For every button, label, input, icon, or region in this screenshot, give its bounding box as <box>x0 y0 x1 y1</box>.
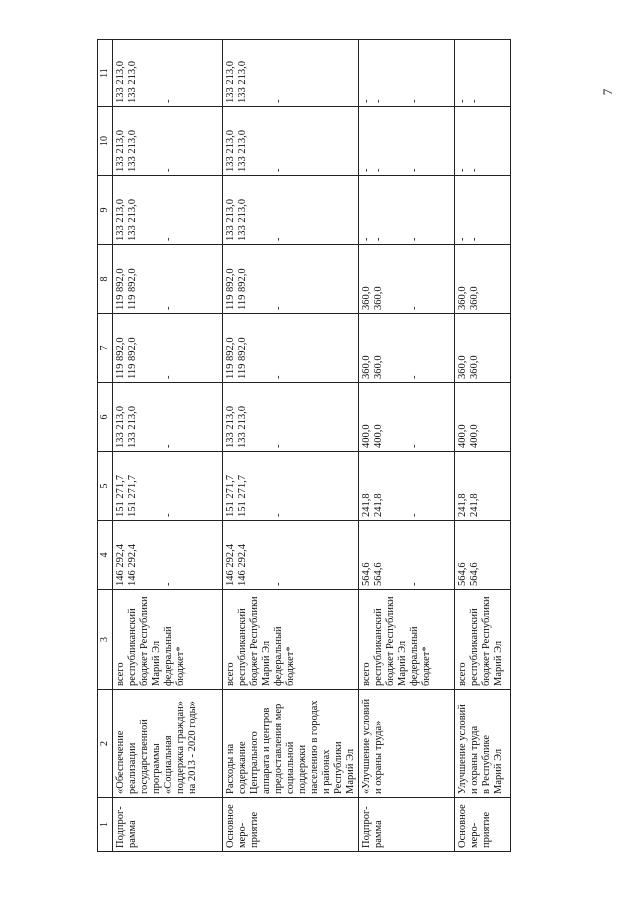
column-number: 10 <box>98 107 113 176</box>
funding-source-line: федеральный <box>163 626 174 686</box>
value-spacer <box>249 43 261 103</box>
row-name-line: и районах <box>321 749 332 794</box>
row-type-line: рамма <box>373 820 384 848</box>
value-spacer <box>151 179 163 241</box>
value-spacer <box>175 110 187 172</box>
value-line: - <box>273 444 284 448</box>
column-number: 2 <box>98 690 113 798</box>
value-cell <box>223 40 359 107</box>
row-name-line: и охраны труда <box>469 725 480 794</box>
row-name-line: Улучшение условий <box>457 704 468 794</box>
value-line: 133 213,0 <box>115 406 126 448</box>
value-cell <box>359 383 455 452</box>
value-spacer <box>261 179 273 241</box>
value-line: 133 213,0 <box>115 199 126 241</box>
value-spacer <box>481 179 493 241</box>
row-name-line: в Республике <box>481 734 492 794</box>
value-spacer <box>151 110 163 172</box>
value-cell <box>455 383 511 452</box>
funding-source-line: бюджет* <box>175 646 186 686</box>
value-spacer <box>385 524 397 586</box>
value-spacer <box>151 386 163 448</box>
value-cell <box>455 176 511 245</box>
row-type-line: меро- <box>469 822 480 848</box>
value-line: - <box>361 237 372 241</box>
value-spacer <box>493 248 505 310</box>
value-line: 360,0 <box>361 355 372 379</box>
value-spacer <box>285 248 297 310</box>
column-number: 7 <box>98 314 113 383</box>
value-spacer <box>175 317 187 379</box>
value-line: 133 213,0 <box>237 199 248 241</box>
value-line: - <box>409 168 420 172</box>
value-cell <box>455 521 511 590</box>
value-spacer <box>493 524 505 586</box>
value-spacer <box>249 386 261 448</box>
value-line: - <box>163 513 174 517</box>
funding-source-line: бюджет Республики <box>139 596 150 686</box>
row-type-line: рамма <box>127 820 138 848</box>
value-line: 360,0 <box>373 355 384 379</box>
table-row <box>359 40 455 852</box>
value-line: 400,0 <box>469 424 480 448</box>
row-name-line: Центрального <box>249 731 260 794</box>
value-spacer <box>385 455 397 517</box>
value-cell <box>113 314 223 383</box>
value-spacer <box>249 248 261 310</box>
value-line: 133 213,0 <box>115 130 126 172</box>
row-type-line: Подпрог- <box>115 806 126 848</box>
value-spacer <box>151 455 163 517</box>
row-name-line: социальной <box>285 741 296 794</box>
value-cell <box>359 176 455 245</box>
value-line: - <box>409 306 420 310</box>
row-name-line: Республики <box>333 741 344 794</box>
value-cell <box>113 176 223 245</box>
value-spacer <box>493 317 505 379</box>
value-line: - <box>273 306 284 310</box>
value-line: 133 213,0 <box>127 130 138 172</box>
value-cell <box>455 452 511 521</box>
funding-source-line: бюджет Республики <box>385 596 396 686</box>
value-line: - <box>273 168 284 172</box>
row-type-line: Основное <box>457 804 468 848</box>
row-name-line: поддержка граждан» <box>175 701 186 794</box>
row-type-line: приятие <box>481 811 492 848</box>
value-cell <box>359 314 455 383</box>
row-type-cell <box>113 798 223 852</box>
value-spacer <box>481 110 493 172</box>
value-spacer <box>397 386 409 448</box>
value-line: - <box>163 375 174 379</box>
funding-source-line: бюджет* <box>285 646 296 686</box>
table-row <box>113 40 223 852</box>
row-name-cell <box>359 690 455 798</box>
value-spacer <box>421 455 433 517</box>
value-spacer <box>285 110 297 172</box>
column-number: 9 <box>98 176 113 245</box>
value-line: 133 213,0 <box>225 130 236 172</box>
value-spacer <box>285 317 297 379</box>
value-line: 400,0 <box>361 424 372 448</box>
funding-source-line: всего <box>361 662 372 686</box>
value-cell <box>223 314 359 383</box>
row-name-line: государственной <box>139 719 150 794</box>
value-spacer <box>139 455 151 517</box>
value-line: 133 213,0 <box>127 61 138 103</box>
value-spacer <box>175 248 187 310</box>
funding-source-line: всего <box>225 662 236 686</box>
value-line: - <box>273 99 284 103</box>
value-spacer <box>493 455 505 517</box>
value-spacer <box>385 248 397 310</box>
funding-source-cell <box>113 590 223 690</box>
value-cell <box>359 40 455 107</box>
value-spacer <box>397 179 409 241</box>
value-line: 564,6 <box>457 562 468 586</box>
funding-source-line: федеральный <box>273 626 284 686</box>
value-spacer <box>385 317 397 379</box>
value-spacer <box>285 43 297 103</box>
value-line: 146 292,4 <box>225 544 236 586</box>
value-line: - <box>469 168 480 172</box>
value-line: 360,0 <box>469 286 480 310</box>
value-line: 360,0 <box>361 286 372 310</box>
value-line: 133 213,0 <box>127 406 138 448</box>
value-spacer <box>261 386 273 448</box>
value-spacer <box>493 110 505 172</box>
value-line: 151 271,7 <box>127 475 138 517</box>
value-line: - <box>409 582 420 586</box>
funding-source-line: федеральный <box>409 626 420 686</box>
row-name-line: Расходы на <box>225 743 236 794</box>
funding-source-line: республиканский <box>127 608 138 686</box>
row-name-line: и охраны труда» <box>373 720 384 794</box>
value-line: - <box>373 99 384 103</box>
value-cell <box>359 107 455 176</box>
value-line: 151 271,7 <box>115 475 126 517</box>
row-type-cell <box>455 798 511 852</box>
value-spacer <box>139 43 151 103</box>
value-line: - <box>273 582 284 586</box>
value-cell <box>359 521 455 590</box>
value-line: - <box>457 237 468 241</box>
funding-source-line: всего <box>457 662 468 686</box>
table-row <box>223 40 359 852</box>
row-name-line: содержание <box>237 741 248 794</box>
row-name-line: аппарата и центров <box>261 707 272 794</box>
value-spacer <box>397 248 409 310</box>
row-name-line: Марий Эл <box>493 748 504 794</box>
value-line: 360,0 <box>373 286 384 310</box>
value-cell <box>359 452 455 521</box>
value-line: 146 292,4 <box>127 544 138 586</box>
value-spacer <box>261 455 273 517</box>
row-name-line: программы <box>151 743 162 794</box>
value-spacer <box>261 524 273 586</box>
funding-source-line: Марий Эл <box>397 640 408 686</box>
value-cell <box>113 452 223 521</box>
value-line: 133 213,0 <box>115 61 126 103</box>
value-line: 119 892,0 <box>115 268 126 310</box>
value-line: 241,8 <box>373 493 384 517</box>
value-cell <box>455 107 511 176</box>
value-cell <box>223 383 359 452</box>
column-number: 4 <box>98 521 113 590</box>
value-cell <box>113 245 223 314</box>
value-line: - <box>409 444 420 448</box>
row-type-line: Основное <box>225 804 236 848</box>
value-cell <box>455 40 511 107</box>
value-spacer <box>249 455 261 517</box>
funding-source-line: республиканский <box>373 608 384 686</box>
value-line: 119 892,0 <box>127 268 138 310</box>
row-name-cell <box>455 690 511 798</box>
value-line: - <box>163 237 174 241</box>
value-line: 119 892,0 <box>225 268 236 310</box>
value-spacer <box>481 386 493 448</box>
value-spacer <box>421 179 433 241</box>
row-name-line: предоставления мер <box>273 703 284 794</box>
value-spacer <box>175 43 187 103</box>
value-spacer <box>175 524 187 586</box>
value-spacer <box>285 179 297 241</box>
funding-source-line: всего <box>115 662 126 686</box>
value-line: 133 213,0 <box>225 61 236 103</box>
column-number: 6 <box>98 383 113 452</box>
value-cell <box>455 314 511 383</box>
value-spacer <box>151 524 163 586</box>
value-line: - <box>361 168 372 172</box>
value-line: - <box>409 237 420 241</box>
value-line: - <box>163 168 174 172</box>
value-line: 133 213,0 <box>225 406 236 448</box>
value-line: 133 213,0 <box>237 406 248 448</box>
value-line: - <box>163 444 174 448</box>
row-name-line: на 2013 - 2020 годы» <box>187 701 198 794</box>
value-line: - <box>273 237 284 241</box>
value-spacer <box>139 524 151 586</box>
value-spacer <box>249 524 261 586</box>
value-spacer <box>249 317 261 379</box>
value-spacer <box>481 317 493 379</box>
value-line: - <box>469 99 480 103</box>
value-spacer <box>139 317 151 379</box>
row-name-line: «Улучшение условий <box>361 698 372 794</box>
value-spacer <box>261 317 273 379</box>
value-spacer <box>285 455 297 517</box>
row-name-cell <box>113 690 223 798</box>
value-spacer <box>481 248 493 310</box>
value-line: - <box>409 99 420 103</box>
value-line: 146 292,4 <box>237 544 248 586</box>
value-line: 241,8 <box>469 493 480 517</box>
value-line: - <box>457 168 468 172</box>
value-line: - <box>373 168 384 172</box>
row-type-line: меро- <box>237 822 248 848</box>
value-line: - <box>163 582 174 586</box>
row-name-line: «Обеспечение <box>115 730 126 794</box>
value-spacer <box>175 179 187 241</box>
value-line: 133 213,0 <box>237 130 248 172</box>
value-line: 151 271,7 <box>225 475 236 517</box>
value-spacer <box>139 248 151 310</box>
column-number: 8 <box>98 245 113 314</box>
value-line: 119 892,0 <box>127 337 138 379</box>
value-line: 151 271,7 <box>237 475 248 517</box>
value-spacer <box>151 317 163 379</box>
value-spacer <box>493 179 505 241</box>
value-cell <box>223 521 359 590</box>
value-spacer <box>385 43 397 103</box>
value-spacer <box>261 110 273 172</box>
value-spacer <box>261 248 273 310</box>
value-line: 564,6 <box>469 562 480 586</box>
value-line: 133 213,0 <box>237 61 248 103</box>
value-spacer <box>493 386 505 448</box>
value-line: 360,0 <box>469 355 480 379</box>
value-spacer <box>261 43 273 103</box>
row-name-line: «Социальная <box>163 735 174 794</box>
funding-source-line: Марий Эл <box>493 640 504 686</box>
row-name-line: населению в городах <box>309 700 320 794</box>
column-number: 3 <box>98 590 113 690</box>
value-spacer <box>151 248 163 310</box>
value-line: 564,6 <box>373 562 384 586</box>
rotated-table-container <box>97 40 625 852</box>
value-line: 119 892,0 <box>115 337 126 379</box>
budget-table <box>97 39 511 852</box>
value-spacer <box>285 524 297 586</box>
value-line: - <box>469 237 480 241</box>
value-spacer <box>397 43 409 103</box>
value-line: - <box>409 513 420 517</box>
funding-source-cell <box>455 590 511 690</box>
value-spacer <box>421 110 433 172</box>
value-spacer <box>139 110 151 172</box>
value-spacer <box>385 179 397 241</box>
value-spacer <box>139 386 151 448</box>
value-spacer <box>397 317 409 379</box>
funding-source-cell <box>223 590 359 690</box>
column-number: 5 <box>98 452 113 521</box>
value-line: - <box>457 99 468 103</box>
value-spacer <box>249 110 261 172</box>
value-line: - <box>163 99 174 103</box>
value-line: - <box>273 375 284 379</box>
funding-source-line: бюджет Республики <box>481 596 492 686</box>
value-line: 119 892,0 <box>225 337 236 379</box>
value-spacer <box>481 524 493 586</box>
value-spacer <box>151 43 163 103</box>
value-spacer <box>421 524 433 586</box>
value-spacer <box>397 110 409 172</box>
funding-source-line: республиканский <box>237 608 248 686</box>
value-cell <box>113 40 223 107</box>
value-cell <box>113 521 223 590</box>
value-spacer <box>493 43 505 103</box>
value-line: 241,8 <box>361 493 372 517</box>
value-line: 133 213,0 <box>225 199 236 241</box>
value-line: - <box>373 237 384 241</box>
value-spacer <box>421 248 433 310</box>
value-spacer <box>385 386 397 448</box>
value-line: 119 892,0 <box>237 337 248 379</box>
row-name-line: реализации <box>127 742 138 794</box>
value-line: 360,0 <box>457 355 468 379</box>
row-name-line: Марий Эл <box>345 748 356 794</box>
value-line: 241,8 <box>457 493 468 517</box>
value-spacer <box>397 455 409 517</box>
funding-source-cell <box>359 590 455 690</box>
funding-source-line: бюджет Республики <box>249 596 260 686</box>
row-name-line: поддержки <box>297 744 308 794</box>
value-line: - <box>163 306 174 310</box>
value-line: 119 892,0 <box>237 268 248 310</box>
value-line: 564,6 <box>361 562 372 586</box>
value-spacer <box>175 386 187 448</box>
table-row <box>455 40 511 852</box>
value-cell <box>113 383 223 452</box>
row-type-line: Подпрог- <box>361 806 372 848</box>
value-spacer <box>175 455 187 517</box>
value-cell <box>223 107 359 176</box>
value-line: 400,0 <box>373 424 384 448</box>
value-cell <box>223 452 359 521</box>
value-spacer <box>421 43 433 103</box>
column-number: 1 <box>98 798 113 852</box>
value-cell <box>113 107 223 176</box>
row-type-cell <box>359 798 455 852</box>
funding-source-line: бюджет* <box>421 646 432 686</box>
funding-source-line: Марий Эл <box>151 640 162 686</box>
value-cell <box>223 245 359 314</box>
value-line: - <box>361 99 372 103</box>
value-line: 146 292,4 <box>115 544 126 586</box>
value-spacer <box>481 455 493 517</box>
row-type-cell <box>223 798 359 852</box>
value-spacer <box>139 179 151 241</box>
value-line: 360,0 <box>457 286 468 310</box>
column-number-row <box>98 40 113 852</box>
page-number: 7 <box>600 88 615 96</box>
column-number: 11 <box>98 40 113 107</box>
value-line: - <box>409 375 420 379</box>
funding-source-line: республиканский <box>469 608 480 686</box>
value-spacer <box>421 317 433 379</box>
row-name-cell <box>223 690 359 798</box>
value-spacer <box>481 43 493 103</box>
value-line: 400,0 <box>457 424 468 448</box>
funding-source-line: Марий Эл <box>261 640 272 686</box>
value-spacer <box>285 386 297 448</box>
row-type-line: приятие <box>249 811 260 848</box>
value-cell <box>223 176 359 245</box>
value-spacer <box>397 524 409 586</box>
value-cell <box>455 245 511 314</box>
value-cell <box>359 245 455 314</box>
value-spacer <box>421 386 433 448</box>
value-line: 133 213,0 <box>127 199 138 241</box>
value-spacer <box>249 179 261 241</box>
value-spacer <box>385 110 397 172</box>
value-line: - <box>273 513 284 517</box>
